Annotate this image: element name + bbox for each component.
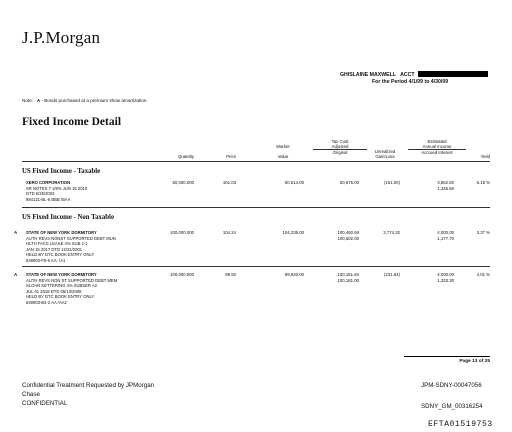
- section-nontaxable: US Fixed Income - Non Taxable: [22, 214, 114, 221]
- row-unrealized: 3,774.32: [383, 230, 400, 235]
- col-yield: Yield: [480, 154, 490, 159]
- page-title: Fixed Income Detail: [22, 116, 122, 128]
- row-yield: 3.37 %: [476, 230, 490, 235]
- note-code: A: [36, 98, 41, 103]
- col-unrealized: Unrealized Gain/Loss: [374, 149, 396, 159]
- table-row: XERO CORPORATION SR NOTES 7 1/8% JUN 15 2010 DTD 6/25/2003 984121-BL-6 BBB /BAA: [26, 180, 88, 202]
- note-label: Note:: [22, 98, 33, 103]
- row-tax-cost: 100,151.84 100,181.00: [337, 272, 359, 283]
- acct-label: ACCT: [400, 72, 415, 78]
- section-taxable: US Fixed Income - Taxable: [22, 168, 101, 175]
- efta-stamp: EFTA01519753: [428, 420, 493, 429]
- footer-left: Confidential Treatment Requested by JPMorgan Chase CONFIDENTIAL: [22, 382, 155, 407]
- row-tax-cost: 100,460.68 100,502.00: [337, 230, 359, 241]
- row-unrealized: (161.00): [383, 180, 400, 185]
- row-price: 104.24: [222, 230, 236, 235]
- client-name: GHISLAINE MAXWELL: [340, 72, 396, 78]
- page-number: Page 13 of 25: [404, 356, 490, 364]
- footer-bates-jpm: JPM-SDNY-00047056: [421, 382, 482, 389]
- note-text: - Bonds purchased at a premium show amortization.: [41, 98, 148, 103]
- row-quantity: 100,000.000: [170, 230, 194, 235]
- jpmorgan-logo: J.P.Morgan: [22, 28, 101, 47]
- footer-bates-sdny: SDNY_GM_00316254: [421, 403, 483, 410]
- row-quantity: 50,000.000: [172, 180, 194, 185]
- row-quantity: 100,000.000: [170, 272, 194, 277]
- row-rule: [22, 266, 490, 267]
- row-price: 101.03: [222, 180, 236, 185]
- header-rule: [22, 161, 490, 162]
- row-yield: 6.15 %: [476, 180, 490, 185]
- row-market-value: 50,514.00: [284, 180, 304, 185]
- section-rule: [22, 207, 490, 208]
- row-unrealized: (231.84): [383, 272, 400, 277]
- col-estimated: Estimated Annual Income Accrued Interest: [408, 139, 466, 155]
- row-market-value: 104,235.00: [282, 230, 304, 235]
- table-row: STATE OF NEW YORK DORMITORY AUTH REVS NONST SUPPORTED DEBT MUN HLTH FACS LEASE 4% SUB 2-1 JAN 15 2017 DTD 12/21/2001 HELD BY DTC BOOK ENTRY ONLY 649903-F5-5 AA- /A1: [26, 230, 116, 263]
- col-quantity: Quantity: [177, 154, 194, 159]
- col-price: Price: [226, 154, 236, 159]
- table-row: STATE OF NEW YORK DORMITORY AUTH REVS NON ST SUPPORTED DEBT MEM SLOAN KETTERING 4% SUBSER A2 JUL 01 2018 DTD 05/13/2008 HELD BY DTC BOOK ENTRY ONLY 649903-B4-2 AA /AA2: [26, 272, 118, 305]
- statement-period: For the Period 4/1/09 to 4/30/09: [372, 79, 449, 85]
- row-income: 4,000.00 1,177.70: [437, 230, 454, 241]
- row-market-value: 99,920.00: [284, 272, 304, 277]
- premium-marker: A: [14, 230, 18, 235]
- account-line: [340, 71, 488, 78]
- row-yield: 4.01 %: [476, 272, 490, 277]
- row-tax-adjusted: 50,675.00: [339, 180, 359, 185]
- row-income: 3,562.50 1,345.60: [437, 180, 454, 191]
- col-tax-cost: Tax Cost Adjusted Original: [313, 139, 367, 155]
- row-price: 99.92: [225, 272, 236, 277]
- premium-marker: A: [14, 272, 18, 277]
- redaction-box: [418, 71, 488, 77]
- note-line: [22, 98, 148, 103]
- col-market-value: Market Value: [276, 144, 290, 159]
- row-income: 4,000.00 1,333.30: [437, 272, 454, 283]
